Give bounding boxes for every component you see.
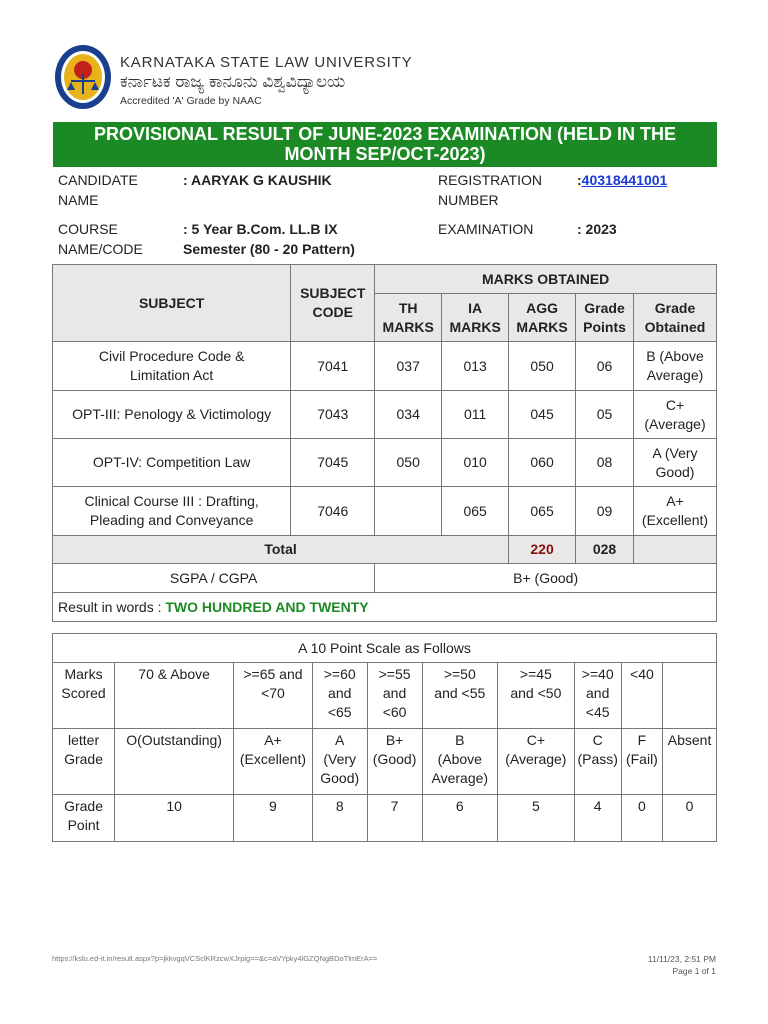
course-value-line-2: Semester (80 - 20 Pattern) [183,241,355,257]
grade-obtained-cell [634,342,717,391]
ia-marks-cell: 011 [442,391,509,439]
grade-line-2: Average) [646,367,704,383]
header-th-line-1: TH [398,299,418,316]
result-title-banner [53,122,717,167]
result-in-words-value: TWO HUNDRED AND TWENTY [165,598,369,615]
ia-marks-cell: 010 [442,439,509,487]
marks-range-line: <70 [261,685,285,701]
examination-label: EXAMINATION [438,221,534,237]
marks-range-line: 70 & Above [138,666,210,682]
course-label [58,219,143,259]
header-go-line-2: Obtained [644,318,706,335]
letter-grade-line: A [335,732,345,748]
letter-grade-line: F [637,732,647,748]
subject-line-1: Civil Procedure Code & [98,348,245,364]
subject-code-cell: 7043 [291,391,375,439]
letter-grade-cell [367,729,422,795]
grade-obtained-cell [634,487,717,536]
letter-grade-label [53,729,115,795]
header-go-line-1: Grade [654,299,696,316]
grade-point-cell: 9 [234,795,313,842]
agg-marks-cell: 045 [509,391,576,439]
subject-code-cell: 7045 [291,439,375,487]
th-marks-cell [375,487,442,536]
marks-range-cell [312,663,367,729]
agg-marks-cell: 050 [509,342,576,391]
subject-cell [53,487,291,536]
letter-grade-line: (Fail) [625,751,658,767]
letter-grade-line: Good) [320,770,360,786]
letter-grade-line: (Average) [505,751,567,767]
grade-points-cell: 08 [576,439,634,487]
grade-line-2: (Average) [644,415,706,432]
header-agg-marks [509,294,576,342]
marks-range-line: and [382,685,407,701]
sgpa-row [53,564,717,593]
th-marks-cell: 034 [375,391,442,439]
grade-point-cell: 7 [367,795,422,842]
registration-value [577,170,667,190]
registration-label-line-1: REGISTRATION [438,172,542,188]
letter-grade-cell [312,729,367,795]
subject-line-2: Pleading and Conveyance [89,512,254,528]
registration-label [438,170,542,210]
header-subject-code [291,265,375,342]
marks-range-cell [115,663,234,729]
letter-grade-cell [574,729,621,795]
letter-grade-cell [115,729,234,795]
letter-grade-line: (Good) [372,751,417,767]
grade-point-cell: 10 [115,795,234,842]
grade-point-cell: 4 [574,795,621,842]
accreditation-text: Accredited 'A' Grade by NAAC [120,95,262,107]
candidate-name-value: : AARYAK G KAUSHIK [183,172,332,188]
result-in-words-row [53,593,717,622]
marks-range-cell [498,663,575,729]
grade-line-2: (Excellent) [641,512,709,528]
course-value-line-1: : 5 Year B.Com. LL.B IX [183,221,338,237]
marks-range-cell [621,663,662,729]
letter-grade-row [53,729,717,795]
result-in-words [53,593,717,622]
table-row [53,391,717,439]
header-gp-line-1: Grade [584,299,625,316]
subject-code-cell: 7041 [291,342,375,391]
grade-line-1: C+ [665,396,685,413]
total-empty-cell [634,536,717,564]
marks-scored-label-line-1: Marks [64,666,103,682]
marks-range-line: >=50 [443,666,476,682]
letter-grade-cell [663,729,717,795]
marks-range-cell [422,663,498,729]
registration-number-link[interactable]: 40318441001 [581,172,668,188]
header-ia-line-1: IA [468,299,483,316]
grade-obtained-cell [634,391,717,439]
letter-grade-line: Absent [667,732,712,748]
footer-datetime: 11/11/23, 2:51 PM [647,954,716,964]
grade-point-label-line-1: Grade [64,798,103,814]
marks-range-cell [367,663,422,729]
marks-scored-row [53,663,717,729]
letter-grade-line: C [592,732,603,748]
letter-grade-line: A+ [264,732,282,748]
grade-point-label [53,795,115,842]
marks-range-line: >=55 [378,666,411,682]
subject-line-1: Clinical Course III : Drafting, [84,493,259,509]
grade-point-cell: 0 [663,795,717,842]
scale-title: A 10 Point Scale as Follows [53,634,717,663]
subject-code-cell: 7046 [291,487,375,536]
header-marks-obtained: MARKS OBTAINED [375,265,717,294]
candidate-name-label-line-1: CANDIDATE [58,172,138,188]
grade-point-label-line-2: Point [67,817,100,833]
examination-value: : 2023 [577,221,617,237]
university-name-kannada: ಕರ್ನಾಟಕ ರಾಜ್ಯ ಕಾನೂನು ವಿಶ್ವವಿದ್ಯಾಲಯ [120,72,346,91]
course-value [183,219,355,259]
table-row [53,439,717,487]
agg-marks-cell: 065 [509,487,576,536]
th-marks-cell: 037 [375,342,442,391]
letter-grade-label-line-2: Grade [64,751,103,767]
marks-range-line: >=65 and [243,666,303,682]
subject-cell [53,439,291,487]
header-ia-line-2: MARKS [449,318,501,335]
letter-grade-line: (Very [323,751,357,767]
marks-range-line: and [328,685,352,701]
header-th-marks [375,294,442,342]
grading-scale-table [52,633,717,842]
letter-grade-line: B [455,732,465,748]
footer-url: https://kslu.ed-it.in/result.aspx?p=jkkvgqVCSclKRzcwXJrpig==&c=aVYpky4lGZQNgBDoTlmErA== [52,954,378,963]
marks-range-cell [234,663,313,729]
footer-print-info [648,953,716,977]
grade-points-cell: 06 [576,342,634,391]
letter-grade-cell [422,729,498,795]
header-subject: SUBJECT [53,265,291,342]
total-label: Total [53,536,509,564]
letter-grade-line: (Pass) [577,751,618,767]
registration-colon: : [577,172,582,188]
grade-line-1: A (Very [652,444,698,461]
grade-point-cell: 6 [422,795,498,842]
letter-grade-line: C+ [526,732,545,748]
subject-cell [53,342,291,391]
header-ia-marks [442,294,509,342]
grade-point-row [53,795,717,842]
university-name-english: KARNATAKA STATE LAW UNIVERSITY [120,54,413,71]
letter-grade-line: (Excellent) [239,751,307,767]
university-logo [53,42,113,112]
grade-point-cell: 5 [498,795,575,842]
header-th-line-2: MARKS [382,318,434,335]
header-gp-line-2: Points [583,318,626,335]
letter-grade-cell [621,729,662,795]
header-subject-code-line-2: CODE [312,304,353,320]
table-row [53,487,717,536]
table-row [53,342,717,391]
grade-line-2: Good) [655,463,695,480]
header-grade-points [576,294,634,342]
letter-grade-cell [234,729,313,795]
letter-grade-cell [498,729,575,795]
marks-range-line: <65 [327,704,352,720]
results-table [52,264,717,622]
letter-grade-label-line-1: letter [67,732,100,748]
marks-range-line: and [586,685,610,701]
sgpa-label: SGPA / CGPA [53,564,375,593]
agg-marks-cell: 060 [509,439,576,487]
candidate-name-label-line-2: NAME [58,192,99,208]
marks-range-cell [663,663,717,729]
grade-point-cell: 0 [621,795,662,842]
header-subject-code-line-1: SUBJECT [300,285,366,301]
marks-range-line: <60 [382,704,407,720]
total-agg-marks: 220 [509,536,576,564]
header-agg-line-1: AGG [526,299,559,316]
grade-obtained-cell [634,439,717,487]
subject-line-2: Limitation Act [130,367,214,383]
grade-point-cell: 8 [312,795,367,842]
sgpa-value: B+ (Good) [375,564,717,593]
marks-scored-label [53,663,115,729]
subject-line-1: OPT-III: Penology & Victimology [72,406,272,422]
banner-line-2: MONTH SEP/OCT-2023) [284,144,486,164]
banner-line-1: PROVISIONAL RESULT OF JUNE-2023 EXAMINATION (HELD IN THE [93,124,677,144]
marks-range-line: >=40 [581,666,614,682]
registration-label-line-2: NUMBER [438,192,499,208]
grade-points-cell: 05 [576,391,634,439]
letter-grade-line: O(Outstanding) [126,732,222,748]
total-row [53,536,717,564]
total-grade-points: 028 [576,536,634,564]
marks-range-line: <45 [585,704,610,720]
ia-marks-cell: 065 [442,487,509,536]
marks-scored-label-line-2: Scored [61,685,106,701]
letter-grade-line: (Above [437,751,482,767]
grade-line-1: B (Above [646,348,704,364]
marks-range-line: and <50 [510,685,562,701]
letter-grade-line: Average) [431,770,489,786]
result-in-words-label: Result in words : [58,598,166,615]
grade-line-1: A+ [666,493,684,509]
header-agg-line-2: MARKS [516,318,568,335]
marks-range-cell [574,663,621,729]
header-grade-obtained [634,294,717,342]
candidate-name-label [58,170,138,210]
th-marks-cell: 050 [375,439,442,487]
marks-range-line: >=60 [323,666,356,682]
ia-marks-cell: 013 [442,342,509,391]
footer-page-number: Page 1 of 1 [672,966,716,976]
marks-range-line: <40 [630,666,654,682]
course-label-line-2: NAME/CODE [58,241,143,257]
grade-points-cell: 09 [576,487,634,536]
marks-range-line: and <55 [434,685,486,701]
subject-line-1: OPT-IV: Competition Law [92,454,251,470]
course-label-line-1: COURSE [58,221,118,237]
marks-range-line: >=45 [519,666,552,682]
letter-grade-line: B+ [385,732,404,748]
subject-cell [53,391,291,439]
